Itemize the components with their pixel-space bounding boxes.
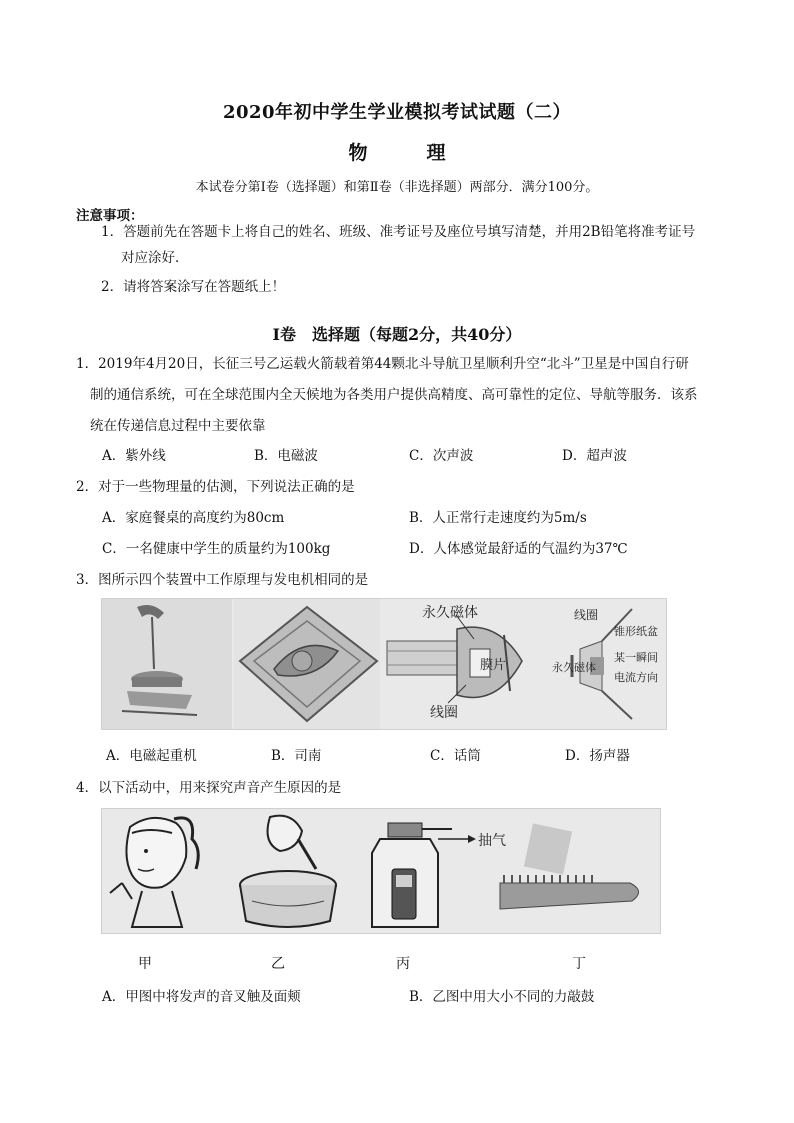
exam-intro: 本试卷分第Ⅰ卷（选择题）和第Ⅱ卷（非选择题）两部分．满分100分。 [195,180,599,195]
q3-option-b[interactable]: B．司南 [271,748,322,764]
q1-line-1: 1．2019年4月20日，长征三号乙运载火箭载着第44颗北斗导航卫星顺利升空“北斗”卫星是中国自行研 [76,356,689,372]
girl-tuning-fork-icon [110,818,198,927]
bell-jar-phone-icon [372,823,476,927]
q4-figure-drawing [102,809,660,933]
q3-option-d[interactable]: D．扬声器 [565,748,630,764]
notice-heading: 注意事项： [76,208,144,224]
subject-title: 物 理 [348,142,466,164]
q1-option-b[interactable]: B．电磁波 [254,448,318,464]
q2-stem: 2．对于一些物理量的估测，下列说法正确的是 [76,479,355,495]
q4-figure [101,808,661,934]
q4-option-a[interactable]: A．甲图中将发声的音叉触及面颊 [102,989,301,1005]
q4-option-b[interactable]: B．乙图中用大小不同的力敲鼓 [409,989,595,1005]
label-magnet-speaker: 永久磁体 [552,661,596,674]
q1-line-3: 统在传递信息过程中主要依靠 [90,418,266,434]
q1-line-2: 制的通信系统，可在全球范围内全天候地为各类用户提供高精度、高可靠性的定位、导航等服务．该系 [90,387,698,403]
q1-option-d[interactable]: D．超声波 [562,448,627,464]
label-current-direction: 电流方向 [614,671,658,684]
notice-item-2: 2．请将答案涂写在答题纸上！ [101,279,286,295]
notice-item-1-cont: 对应涂好． [121,250,189,266]
section-title: Ⅰ卷 选择题（每题2分，共40分） [272,325,522,344]
q3-option-c[interactable]: C．话筒 [430,748,481,764]
exam-title: 2020年初中学生学业模拟考试试题（二） [222,102,572,123]
label-diaphragm: 膜片 [480,658,507,673]
label-pump: 抽气 [478,833,506,849]
q2-option-b[interactable]: B．人正常行走速度约为5m/s [409,510,587,526]
panel-label-jia: 甲 [138,956,152,972]
panel-label-bing: 丙 [396,956,410,972]
label-permanent-magnet: 永久磁体 [422,605,478,621]
label-cone: 锥形纸盆 [614,625,658,638]
comb-card-icon [500,823,639,909]
label-coil-speaker: 线圈 [574,608,599,622]
q3-figure-drawing [102,599,666,729]
drum-icon [240,816,336,927]
q1-option-c[interactable]: C．次声波 [409,448,474,464]
q2-option-a[interactable]: A．家庭餐桌的高度约为80cm [102,510,285,526]
notice-item-1: 1．答题前先在答题卡上将自己的姓名、班级、准考证号及座位号填写清楚，并用2B铅笔将准考证号 [101,224,696,240]
q2-option-d[interactable]: D．人体感觉最舒适的气温约为37℃ [409,541,628,557]
q3-option-a[interactable]: A．电磁起重机 [106,748,197,764]
q3-stem: 3．图所示四个装置中工作原理与发电机相同的是 [76,572,369,588]
panel-label-ding: 丁 [572,956,586,972]
q3-figure [101,598,667,730]
label-moment: 某一瞬间 [614,651,658,664]
q4-stem: 4．以下活动中，用来探究声音产生原因的是 [76,780,342,796]
q2-option-c[interactable]: C．一名健康中学生的质量约为100kg [102,541,331,557]
panel-label-yi: 乙 [271,956,285,972]
label-coil: 线圈 [430,705,458,721]
q1-option-a[interactable]: A．紫外线 [102,448,166,464]
